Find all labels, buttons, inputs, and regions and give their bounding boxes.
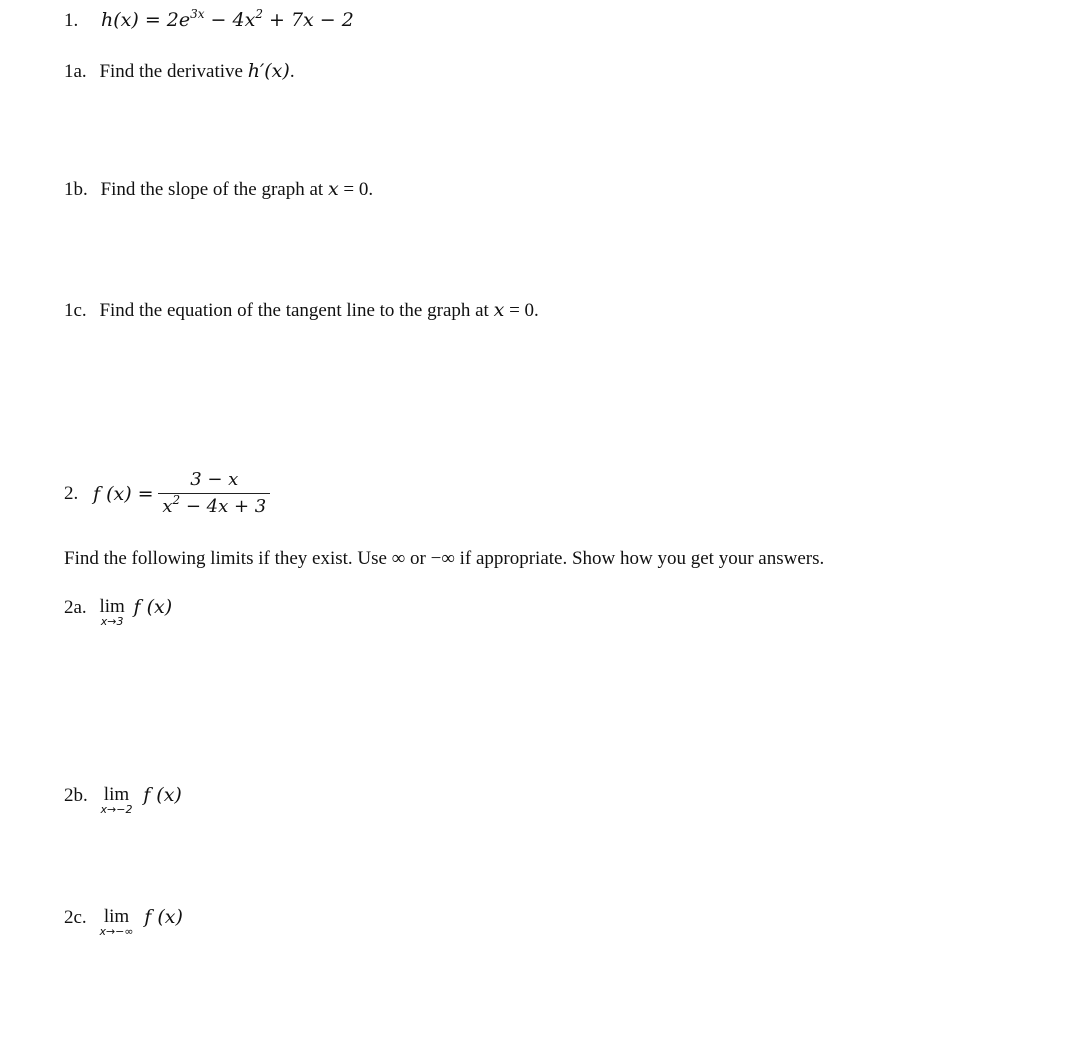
question-1c-text: Find the equation of the tangent line to the graph at bbox=[99, 300, 494, 321]
denominator-tail: − 4x + 3 bbox=[180, 496, 267, 517]
function-h-tail: + 7x − 2 bbox=[262, 9, 354, 31]
problem-1-number: 1. bbox=[64, 10, 79, 31]
function-f-fraction bbox=[158, 467, 270, 521]
question-1c-suffix: . bbox=[534, 300, 539, 321]
function-f-lhs: f (x) = bbox=[93, 483, 154, 505]
question-1b-suffix: . bbox=[368, 179, 374, 200]
question-1c-var: x bbox=[493, 299, 505, 321]
limit-2c-expression: f (x) bbox=[144, 906, 183, 928]
fraction-denominator bbox=[158, 494, 270, 521]
limit-2b bbox=[101, 784, 133, 816]
limit-2b-expression: f (x) bbox=[143, 784, 182, 806]
question-1b bbox=[64, 178, 373, 201]
question-1b-text: Find the slope of the graph at bbox=[100, 179, 328, 200]
limits-instructions: Find the following limits if they exist. Use ∞ or −∞ if appropriate. Show how you get your answers. bbox=[64, 548, 825, 569]
limit-2c bbox=[99, 906, 133, 938]
question-2a bbox=[64, 596, 172, 628]
question-2b bbox=[64, 784, 182, 816]
question-1a-suffix: . bbox=[289, 61, 295, 82]
function-h-lhs: h(x) = 2e bbox=[101, 9, 191, 31]
question-1b-eq: = 0 bbox=[338, 179, 369, 200]
function-h-square: 2 bbox=[255, 7, 263, 21]
question-1a-text: Find the derivative bbox=[99, 61, 248, 82]
function-h-exponent: 3x bbox=[190, 7, 205, 21]
limit-2a bbox=[99, 596, 124, 628]
limit-2a-expression: f (x) bbox=[133, 596, 173, 618]
function-h bbox=[101, 9, 354, 31]
question-2b-label: 2b. bbox=[64, 785, 88, 806]
limit-2a-word: lim bbox=[99, 596, 125, 617]
question-1b-var: x bbox=[327, 178, 339, 200]
problem-1-heading bbox=[64, 9, 354, 33]
limit-2c-approach: x→−∞ bbox=[99, 925, 134, 938]
question-1c-eq: = 0 bbox=[504, 300, 535, 321]
function-h-middle: − 4x bbox=[204, 9, 256, 31]
limit-2b-word: lim bbox=[103, 784, 130, 805]
question-1a-math: h′(x) bbox=[247, 60, 290, 82]
question-1a bbox=[64, 60, 295, 83]
limit-2a-approach: x→3 bbox=[100, 615, 124, 628]
question-1b-label: 1b. bbox=[64, 179, 88, 200]
limit-2b-approach: x→−2 bbox=[100, 803, 133, 816]
problem-2-heading bbox=[64, 467, 270, 521]
denominator-base: x bbox=[162, 496, 173, 517]
question-2c-label: 2c. bbox=[64, 907, 87, 928]
question-2a-label: 2a. bbox=[64, 597, 87, 618]
question-1a-label: 1a. bbox=[64, 61, 87, 82]
question-2c bbox=[64, 906, 183, 938]
fraction-numerator: 3 − x bbox=[190, 469, 239, 490]
limit-2c-word: lim bbox=[103, 906, 130, 927]
question-1c-label: 1c. bbox=[64, 300, 87, 321]
problem-2-number: 2. bbox=[64, 483, 79, 504]
denominator-exponent: 2 bbox=[172, 493, 181, 507]
question-1c bbox=[64, 299, 539, 322]
